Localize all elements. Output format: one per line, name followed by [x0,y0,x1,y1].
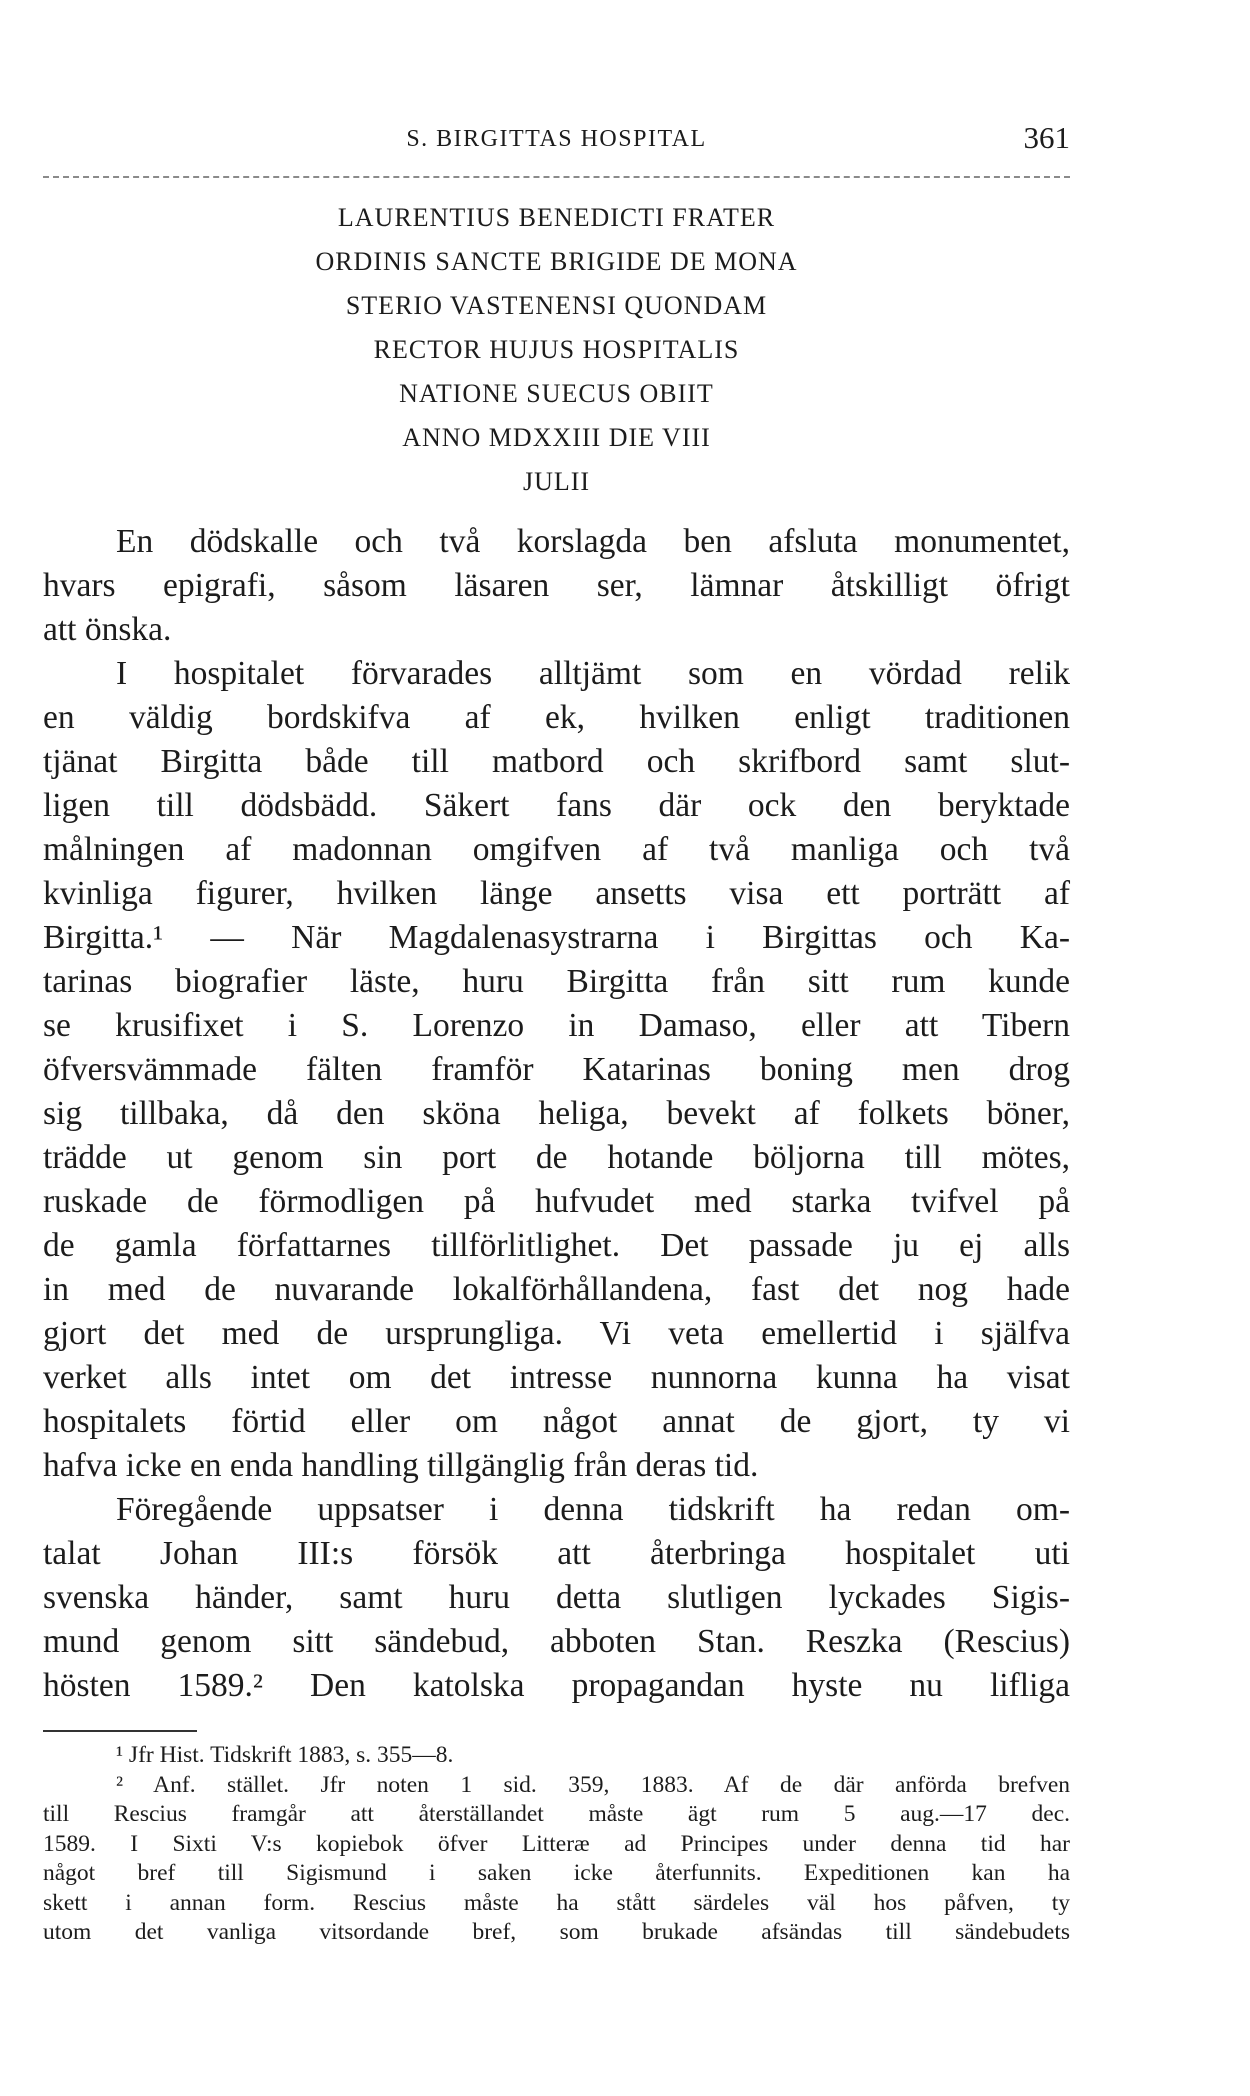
footnote-line: något bref till Sigismund i saken icke återfunnits. Expeditionen kan ha [43,1860,1070,1886]
footnote-line: skett i annan form. Rescius måste ha stått särdeles väl hos påfven, ty [43,1889,1070,1916]
epitaph-line: NATIONE SUECUS OBIIT [399,379,714,408]
body-line: En dödskalle och två korslagda ben afsluta monumentet, [116,523,1070,560]
footnote-line: ¹ Jfr Hist. Tidskrift 1883, s. 355—8. [116,1742,454,1768]
body-line: trädde ut genom sin port de hotande böljorna till mötes, [43,1139,1070,1176]
body-line: verket alls intet om det intresse nunnorna kunna ha visat [43,1359,1070,1396]
epitaph-line: RECTOR HUJUS HOSPITALIS [373,335,740,364]
body-line: kvinliga figurer, hvilken länge ansetts visa ett porträtt af [43,875,1070,912]
body-line: tarinas biografier läste, huru Birgitta från sitt rum kunde [43,963,1070,1000]
footnote-line: utom det vanliga vitsordande bref, som brukade afsändas till sändebudets [43,1919,1070,1945]
footnote-line: ² Anf. stället. Jfr noten 1 sid. 359, 1883. Af de där anförda brefven [116,1771,1070,1798]
body-line: tjänat Birgitta både till matbord och skrifbord samt slut- [43,743,1070,780]
body-line: Föregående uppsatser i denna tidskrift ha redan om- [116,1491,1070,1528]
body-line: se krusifixet i S. Lorenzo in Damaso, eller att Tibern [43,1007,1070,1044]
body-line: I hospitalet förvarades alltjämt som en vördad relik [116,655,1070,692]
running-head [43,120,1070,160]
header-rule [43,176,1070,178]
epitaph-line: ANNO MDXXIII DIE VIII [402,423,711,452]
epitaph-line: JULII [522,467,591,496]
body-line: in med de nuvarande lokalförhållandena, fast det nog hade [43,1271,1070,1308]
body-line: hvars epigrafi, såsom läsaren ser, lämnar åtskilligt öfrigt [43,567,1070,604]
body-line: ligen till dödsbädd. Säkert fans där ock den beryktade [43,787,1070,824]
epitaph-line: LAURENTIUS BENEDICTI FRATER [337,203,776,232]
body-line: de gamla författarnes tillförlitlighet. Det passade ju ej alls [43,1227,1070,1264]
footnote-line: 1589. I Sixti V:s kopiebok öfver Litteræ ad Principes under denna tid har [43,1830,1070,1857]
footnotes [43,1741,1070,1948]
body-line: hösten 1589.² Den katolska propagandan hyste nu lifliga [43,1667,1070,1704]
body-line: att önska. [43,611,172,648]
body-line: Birgitta.¹ — När Magdalenasystrarna i Birgittas och Ka- [43,919,1070,956]
body-line: ruskade de förmodligen på hufvudet med starka tvifvel på [43,1183,1070,1220]
body-line: sig tillbaka, då den sköna heliga, bevekt af folkets böner, [43,1095,1070,1132]
body-line: svenska händer, samt huru detta slutligen lyckades Sigis- [43,1579,1070,1616]
footnote-line: till Rescius framgår att återställandet måste ägt rum 5 aug.—17 dec. [43,1801,1070,1827]
page-number: 361 [1023,120,1070,155]
body-line: gjort det med de ursprungliga. Vi veta emellertid i själfva [43,1315,1070,1352]
body-line: målningen af madonnan omgifven af två manliga och två [43,831,1070,868]
running-title: S. BIRGITTAS HOSPITAL [406,126,707,152]
body-line: mund genom sitt sändebud, abboten Stan. Reszka (Rescius) [43,1623,1070,1660]
epitaph-inscription [43,196,1070,504]
footnote-rule [43,1730,197,1732]
epitaph-line: STERIO VASTENENSI QUONDAM [345,291,768,320]
body-text [43,520,1070,1708]
body-line: hospitalets förtid eller om något annat de gjort, ty vi [43,1403,1070,1440]
body-line: en väldig bordskifva af ek, hvilken enligt traditionen [43,699,1070,736]
body-line: talat Johan III:s försök att återbringa hospitalet uti [43,1535,1070,1572]
epitaph-line: ORDINIS SANCTE BRIGIDE DE MONA [315,247,798,276]
body-line: öfversvämmade fälten framför Katarinas boning men drog [43,1051,1070,1088]
body-line: hafva icke en enda handling tillgänglig från deras tid. [43,1447,759,1484]
